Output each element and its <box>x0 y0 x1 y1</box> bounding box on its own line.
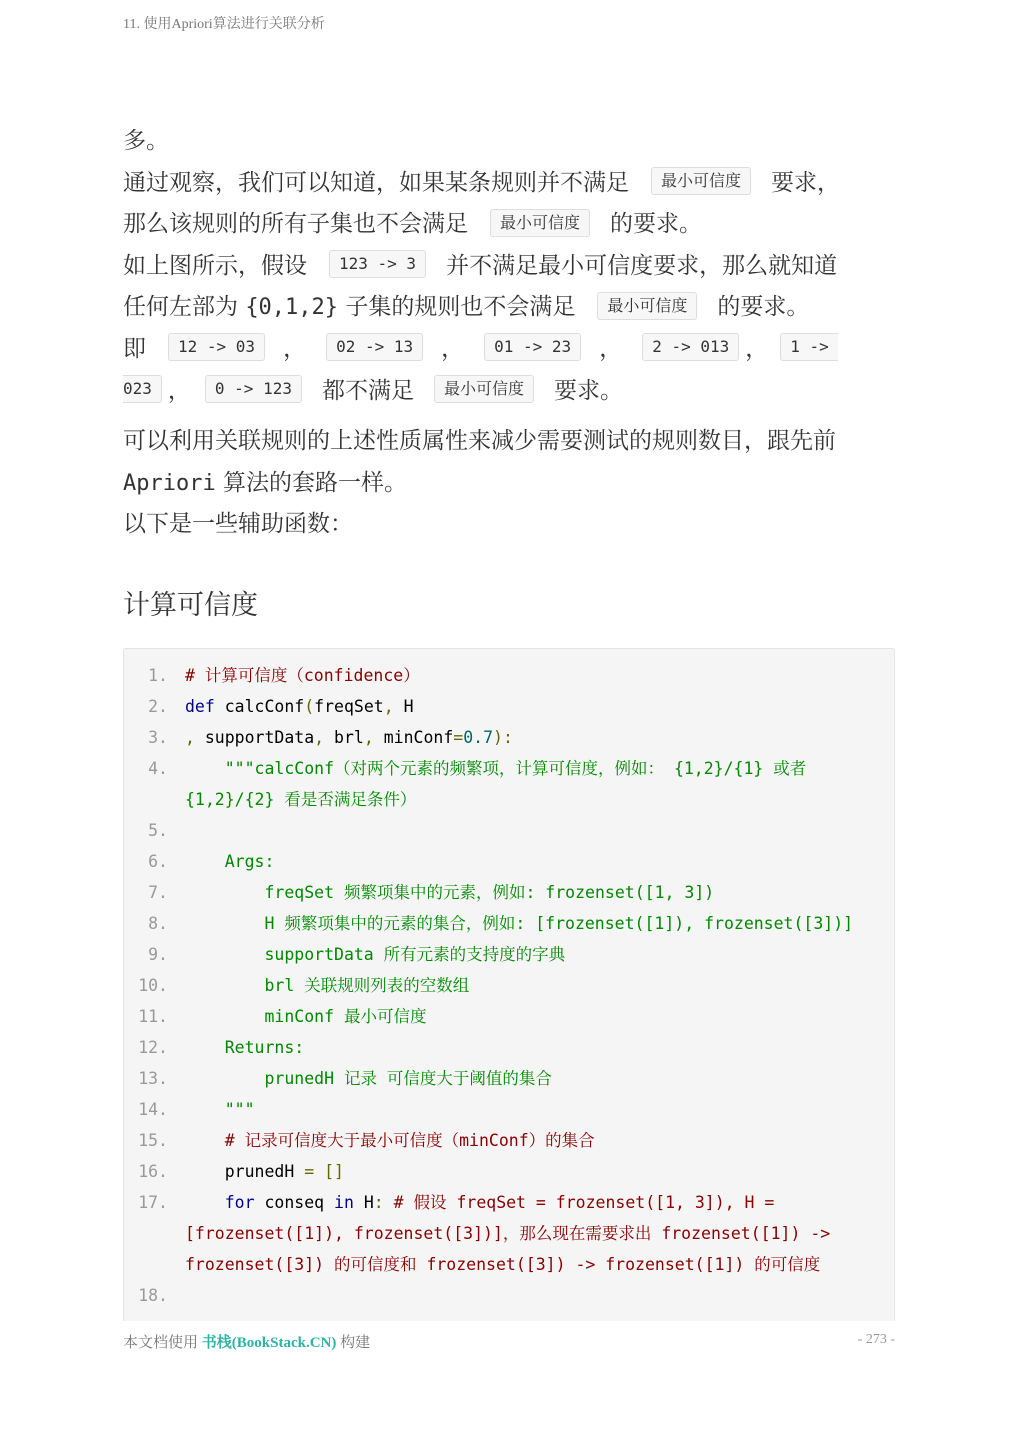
line-number: 12. <box>138 1038 168 1057</box>
inline-code: 02 -> 13 <box>326 333 423 361</box>
inline-code: 0 -> 123 <box>205 375 302 403</box>
line-number: 10. <box>138 976 168 995</box>
code-comment: # 记录可信度大于最小可信度（minConf）的集合 <box>185 1131 595 1150</box>
code-line <box>124 1001 894 1032</box>
inline-code: 2 -> 013 <box>642 333 739 361</box>
line-number: 17. <box>138 1193 168 1212</box>
text: 的要求。 <box>717 294 810 321</box>
inline-mono: Apriori <box>123 470 216 496</box>
code-punct: , <box>363 728 374 747</box>
text: 通过观察，我们可以知道，如果某条规则并不满足 <box>123 169 629 196</box>
code-line <box>124 846 894 877</box>
text: 算法的套路一样。 <box>223 469 408 496</box>
code-text: prunedH <box>185 1162 305 1181</box>
text: 的要求。 <box>610 211 703 238</box>
code-punct: ( <box>304 697 315 716</box>
text-line <box>123 463 895 505</box>
text-line <box>123 421 895 463</box>
code-text: supportData <box>194 728 315 747</box>
code-line <box>124 908 894 939</box>
code-line <box>124 1156 894 1187</box>
line-number: 11. <box>138 1007 168 1026</box>
code-line <box>124 877 894 908</box>
code-line <box>124 1125 894 1156</box>
text-line <box>123 204 895 246</box>
code-punct: , <box>383 697 394 716</box>
text: 那么该规则的所有子集也不会满足 <box>123 211 468 238</box>
text: 子集的规则也不会满足 <box>345 294 576 321</box>
line-number: 18. <box>138 1286 168 1305</box>
line-number: 14. <box>138 1100 168 1119</box>
inline-code: 1 -> <box>780 333 838 361</box>
separator: ， <box>745 335 769 362</box>
code-string: freqSet 频繁项集中的元素，例如: frozenset([1, 3]) <box>185 883 715 902</box>
article-body <box>123 121 895 546</box>
text: 如上图所示，假设 <box>123 252 307 279</box>
code-line <box>124 753 894 784</box>
text: 即 <box>123 335 146 362</box>
line-number: 7. <box>148 883 168 902</box>
text-line <box>123 287 895 329</box>
code-punct: = [] <box>304 1162 344 1181</box>
code-string: """calcConf（对两个元素的频繁项，计算可信度，例如： {1,2}/{1} 或者 <box>185 759 807 778</box>
code-comment: # 假设 freqSet = frozenset([1, 3]), H = <box>383 1193 775 1212</box>
footer-text: 本文档使用 <box>123 1335 199 1351</box>
text-line <box>123 329 895 371</box>
text: 可以利用关联规则的上述性质属性来减少需要测试的规则数目，跟先前 <box>123 428 836 455</box>
code-string: Args: <box>185 852 275 871</box>
footer-credit <box>123 1331 370 1352</box>
code-text: brl <box>324 728 364 747</box>
inline-code: 123 -> 3 <box>329 250 426 278</box>
inline-code: 最小可信度 <box>490 209 590 237</box>
line-number: 9. <box>148 945 168 964</box>
page-number: - 273 - <box>857 1332 895 1347</box>
code-line <box>124 1280 894 1311</box>
code-string: {1,2}/{2} 看是否满足条件） <box>185 790 417 809</box>
code-string: H 频繁项集中的元素的集合，例如: [frozenset([1]), frozenset([3])] <box>185 914 854 933</box>
code-line-continuation <box>124 784 894 815</box>
code-line <box>124 970 894 1001</box>
code-number: 0.7 <box>463 728 494 747</box>
inline-code: 最小可信度 <box>434 375 534 403</box>
section-heading: 计算可信度 <box>123 590 258 621</box>
code-string: supportData 所有元素的支持度的字典 <box>185 945 566 964</box>
code-punct: , <box>314 728 325 747</box>
code-text: H <box>353 1193 374 1212</box>
line-number: 5. <box>148 821 168 840</box>
code-block <box>123 648 895 1321</box>
inline-code: 01 -> 23 <box>484 333 581 361</box>
code-comment: frozenset([3]) 的可信度和 frozenset([3]) -> frozenset([1]) 的可信度 <box>185 1255 821 1274</box>
code-string: """ <box>185 1100 255 1119</box>
code-string: minConf 最小可信度 <box>185 1007 427 1026</box>
code-text: minConf <box>373 728 454 747</box>
code-comment: [frozenset([1]), frozenset([3])]，那么现在需要求出 frozenset([1]) -> <box>185 1224 831 1243</box>
code-line <box>124 722 894 753</box>
code-keyword: in <box>334 1193 354 1212</box>
code-punct: : <box>373 1193 384 1212</box>
running-header: 11. 使用Apriori算法进行关联分析 <box>123 17 325 32</box>
code-line <box>124 815 894 846</box>
code-line <box>124 1063 894 1094</box>
text: 并不满足最小可信度要求，那么就知道 <box>446 252 838 279</box>
code-string: prunedH 记录 可信度大于阈值的集合 <box>185 1069 552 1088</box>
code-text: H <box>393 697 414 716</box>
line-number: 2. <box>148 697 168 716</box>
text: 要求， <box>771 169 841 196</box>
line-number: 16. <box>138 1162 168 1181</box>
line-number: 8. <box>148 914 168 933</box>
code-string: brl 关联规则列表的空数组 <box>185 976 470 995</box>
text-line <box>123 371 895 413</box>
code-line <box>124 1032 894 1063</box>
inline-code: 最小可信度 <box>597 292 697 320</box>
code-line <box>124 1187 894 1218</box>
code-punct: ): <box>493 728 513 747</box>
line-number: 1. <box>148 666 168 685</box>
text-line <box>123 163 895 205</box>
code-punct: = <box>453 728 464 747</box>
code-line <box>124 939 894 970</box>
line-number: 4. <box>148 759 168 778</box>
separator: ， <box>599 335 623 362</box>
text: 以下是一些辅助函数： <box>123 511 353 538</box>
code-line <box>124 691 894 722</box>
line-number: 15. <box>138 1131 168 1150</box>
text-line <box>123 121 895 163</box>
code-string: Returns: <box>185 1038 305 1057</box>
text-line <box>123 246 895 288</box>
text: 多。 <box>123 128 169 154</box>
code-text: freqSet <box>314 697 384 716</box>
code-line <box>124 660 894 691</box>
code-comment: # 计算可信度（confidence） <box>185 666 420 685</box>
code-line-continuation <box>124 1249 894 1280</box>
inline-code: 12 -> 03 <box>168 333 265 361</box>
line-number: 3. <box>148 728 168 747</box>
code-punct: , <box>185 728 195 747</box>
separator: ， <box>167 377 191 404</box>
separator: ， <box>441 335 465 362</box>
footer-text: 构建 <box>340 1335 371 1351</box>
inline-mono: {0,1,2} <box>245 295 339 321</box>
code-line <box>124 1094 894 1125</box>
inline-code: 023 <box>123 375 162 403</box>
text-line <box>123 504 895 546</box>
text: 都不满足 <box>321 377 414 404</box>
separator: ， <box>283 335 307 362</box>
code-text: calcConf <box>214 697 305 716</box>
code-line-continuation <box>124 1218 894 1249</box>
text: 任何左部为 <box>123 294 238 321</box>
footer-brand-link[interactable]: 书栈(BookStack.CN) <box>201 1335 337 1351</box>
line-number: 13. <box>138 1069 168 1088</box>
code-text: conseq <box>254 1193 335 1212</box>
code-keyword: for <box>185 1193 255 1212</box>
inline-code: 最小可信度 <box>651 167 751 195</box>
code-keyword: def <box>185 697 215 716</box>
text: 要求。 <box>553 377 623 404</box>
line-number: 6. <box>148 852 168 871</box>
